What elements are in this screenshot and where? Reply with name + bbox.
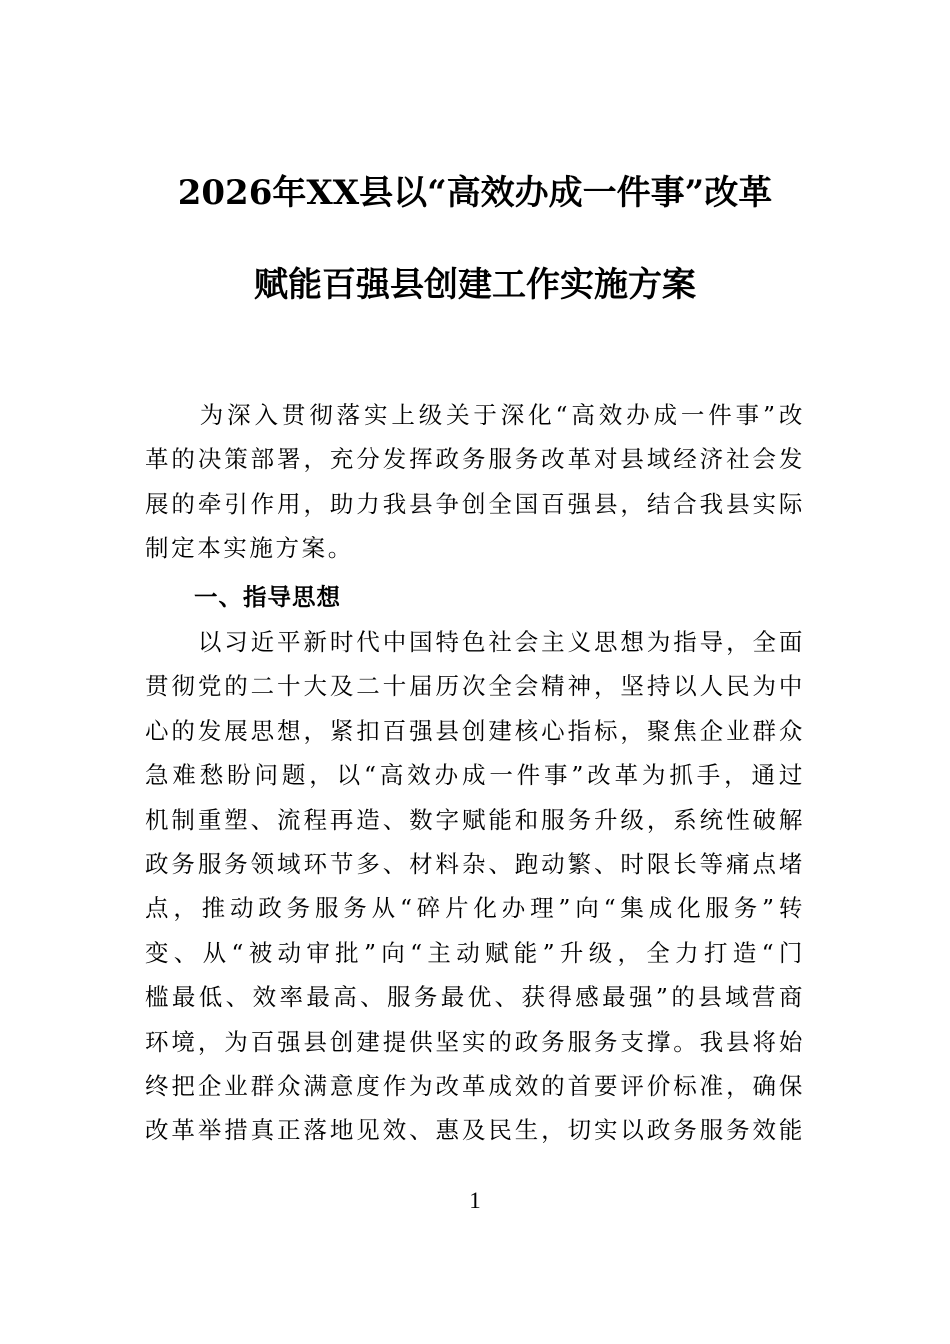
paragraph-line: 点，推动政务服务从“碎片化办理”向“集成化服务”转	[145, 894, 805, 923]
paragraph-line: 改革举措真正落地见效、惠及民生，切实以政务服务效能	[145, 1116, 805, 1145]
page-number: 1	[469, 1188, 481, 1213]
intro-paragraph	[145, 393, 805, 571]
paragraph-line: 机制重塑、流程再造、数字赋能和服务升级，系统性破解	[145, 805, 805, 834]
section-heading-guiding-ideology: 一、指导思想	[194, 583, 341, 611]
paragraph-line: 槛最低、效率最高、服务最优、获得感最强”的县域营商	[145, 983, 805, 1012]
paragraph-line: 终把企业群众满意度作为改革成效的首要评价标准，确保	[145, 1071, 805, 1100]
paragraph-line: 展的牵引作用，助力我县争创全国百强县，结合我县实际	[145, 489, 805, 518]
document-title-line-1: 2026年XX县以“高效办成一件事”改革	[177, 173, 773, 213]
paragraph-line: 以习近平新时代中国特色社会主义思想为指导，全面	[145, 628, 805, 656]
guiding-ideology-paragraph	[145, 620, 805, 1153]
paragraph-line: 制定本实施方案。	[145, 534, 354, 563]
paragraph-line: 变、从“被动审批”向“主动赋能”升级，全力打造“门	[145, 938, 805, 967]
paragraph-line: 革的决策部署，充分发挥政务服务改革对县域经济社会发	[145, 445, 805, 474]
paragraph-line: 贯彻党的二十大及二十届历次全会精神，坚持以人民为中	[145, 672, 805, 701]
paragraph-line: 政务服务领域环节多、材料杂、跑动繁、时限长等痛点堵	[145, 849, 805, 878]
paragraph-line: 心的发展思想，紧扣百强县创建核心指标，聚焦企业群众	[145, 716, 805, 745]
paragraph-line: 环境，为百强县创建提供坚实的政务服务支撑。我县将始	[145, 1027, 805, 1056]
paragraph-line: 急难愁盼问题，以“高效办成一件事”改革为抓手，通过	[145, 761, 805, 790]
paragraph-line: 为深入贯彻落实上级关于深化“高效办成一件事”改	[145, 401, 805, 429]
document-title-line-2: 赋能百强县创建工作实施方案	[254, 265, 696, 305]
